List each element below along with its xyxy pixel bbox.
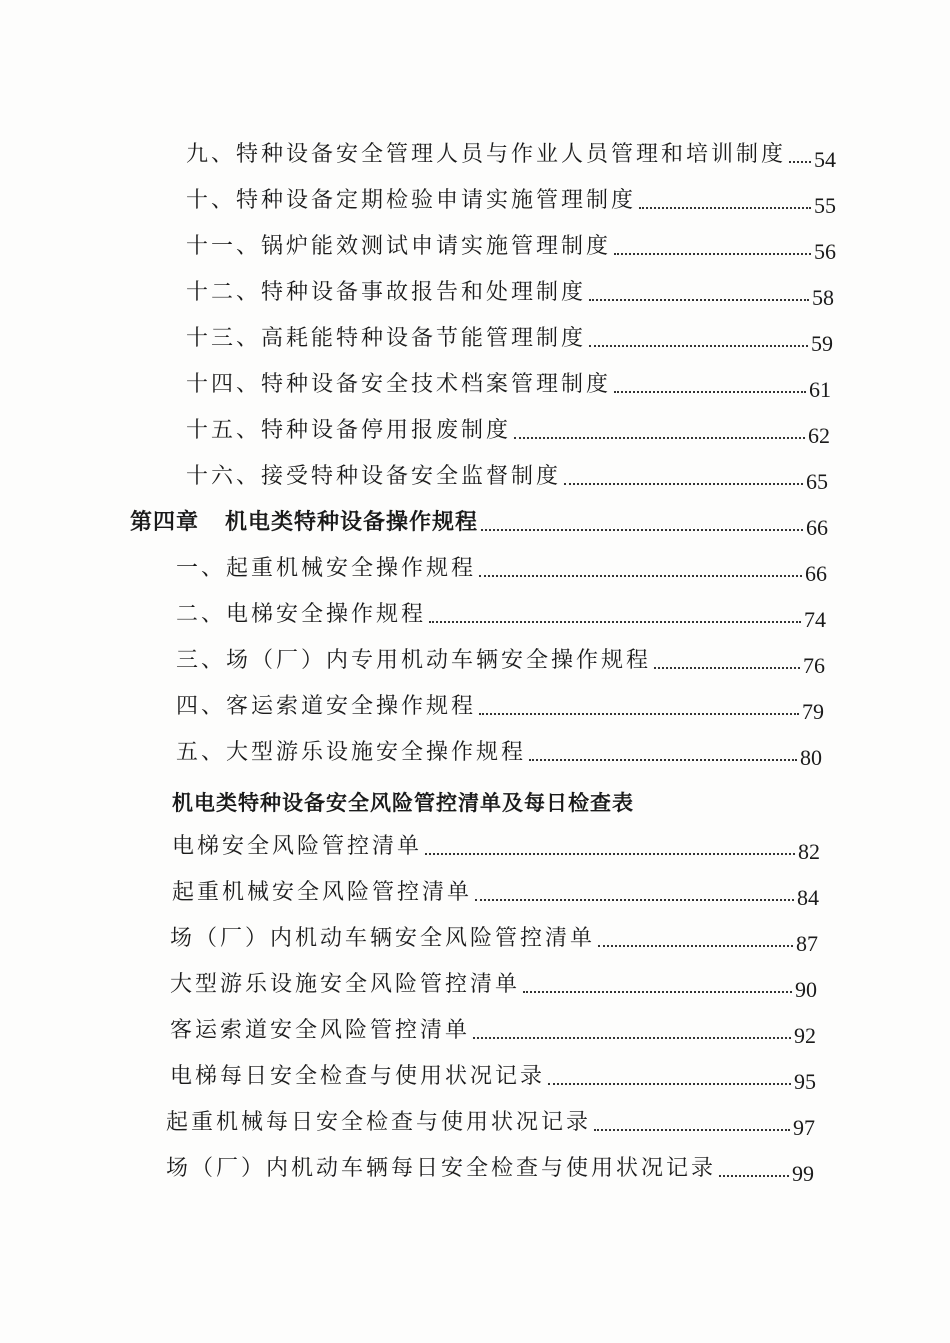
toc-entry[interactable] (186, 276, 834, 310)
toc-entry[interactable] (176, 736, 822, 770)
toc-entry[interactable] (186, 460, 828, 494)
toc-entry[interactable] (176, 552, 827, 586)
toc-entry[interactable] (170, 922, 818, 956)
toc-entry-page: 61 (809, 377, 831, 402)
toc-entry[interactable] (176, 644, 825, 678)
dot-leader (614, 253, 811, 255)
chapter-title (130, 506, 478, 540)
chapter-label: 第四章 (130, 510, 200, 535)
toc-entry[interactable] (166, 1152, 814, 1186)
toc-entry[interactable] (186, 414, 830, 448)
toc-entry-page: 95 (794, 1069, 816, 1094)
chapter-name: 机电类特种设备操作规程 (225, 510, 479, 535)
toc-entry-title: 客运索道安全风险管控清单 (170, 1018, 471, 1043)
toc-entry[interactable] (186, 230, 836, 264)
toc-entry-page: 66 (806, 515, 828, 540)
toc-entry-title: 一、起重机械安全操作规程 (176, 556, 477, 581)
toc-entry-title: 三、场（厂）内专用机动车辆安全操作规程 (176, 648, 652, 673)
toc-entry-page: 56 (814, 239, 836, 264)
toc-entry-page: 82 (798, 839, 820, 864)
toc-entry-page: 65 (806, 469, 828, 494)
toc-entry-page: 76 (803, 653, 825, 678)
toc-entry-title: 九、特种设备安全管理人员与作业人员管理和培训制度 (186, 142, 787, 167)
toc-entry-title: 大型游乐设施安全风险管控清单 (170, 972, 521, 997)
dot-leader (429, 621, 801, 623)
toc-entry-title: 起重机械安全风险管控清单 (172, 880, 473, 905)
dot-leader (614, 391, 806, 393)
toc-entry[interactable] (172, 830, 820, 864)
toc-entry-title: 电梯每日安全检查与使用状况记录 (170, 1064, 546, 1089)
dot-leader (598, 945, 793, 947)
toc-entry[interactable] (170, 1014, 816, 1048)
dot-leader (475, 899, 794, 901)
toc-entry[interactable] (186, 322, 833, 356)
dot-leader (473, 1037, 791, 1039)
toc-entry-page: 87 (796, 931, 818, 956)
toc-entry-page: 74 (804, 607, 826, 632)
toc-entry[interactable] (170, 1060, 816, 1094)
toc-entry-title: 四、客运索道安全操作规程 (176, 694, 477, 719)
toc-entry-page: 97 (793, 1115, 815, 1140)
dot-leader (529, 759, 797, 761)
toc-entry-title: 场（厂）内机动车辆安全风险管控清单 (170, 926, 596, 951)
toc-entry[interactable] (176, 690, 824, 724)
toc-entry-page: 59 (811, 331, 833, 356)
dot-leader (789, 161, 811, 163)
toc-entry-title: 十、特种设备定期检验申请实施管理制度 (186, 188, 637, 213)
appendix-heading: 机电类特种设备安全风险管控清单及每日检查表 (172, 791, 634, 815)
toc-entry-title: 十二、特种设备事故报告和处理制度 (186, 280, 587, 305)
dot-leader (481, 529, 803, 531)
toc-chapter-entry[interactable] (130, 506, 828, 540)
toc-entry-title: 十五、特种设备停用报废制度 (186, 418, 512, 443)
dot-leader (425, 853, 795, 855)
dot-leader (523, 991, 792, 993)
toc-entry-page: 66 (805, 561, 827, 586)
toc-entry-title: 二、电梯安全操作规程 (176, 602, 427, 627)
dot-leader (589, 345, 808, 347)
toc-entry[interactable] (186, 138, 836, 172)
toc-entry-page: 55 (814, 193, 836, 218)
toc-entry-title: 十三、高耗能特种设备节能管理制度 (186, 326, 587, 351)
toc-entry-page: 62 (808, 423, 830, 448)
dot-leader (479, 713, 799, 715)
dot-leader (589, 299, 809, 301)
dot-leader (564, 483, 803, 485)
dot-leader (719, 1175, 789, 1177)
toc-entry-page: 58 (812, 285, 834, 310)
toc-entry-title: 起重机械每日安全检查与使用状况记录 (166, 1110, 592, 1135)
toc-entry[interactable] (166, 1106, 815, 1140)
toc-entry-page: 80 (800, 745, 822, 770)
toc-entry-title: 十一、锅炉能效测试申请实施管理制度 (186, 234, 612, 259)
toc-entry[interactable] (172, 876, 819, 910)
toc-entry[interactable] (186, 368, 831, 402)
toc-entry-title: 电梯安全风险管控清单 (172, 834, 423, 859)
toc-entry-title: 十六、接受特种设备安全监督制度 (186, 464, 562, 489)
toc-entry-page: 54 (814, 147, 836, 172)
toc-entry-page: 99 (792, 1161, 814, 1186)
toc-entry-page: 90 (795, 977, 817, 1002)
toc-entry-page: 92 (794, 1023, 816, 1048)
toc-entry[interactable] (176, 598, 826, 632)
toc-entry[interactable] (186, 184, 836, 218)
toc-entry-title: 场（厂）内机动车辆每日安全检查与使用状况记录 (166, 1156, 717, 1181)
dot-leader (594, 1129, 790, 1131)
toc-entry-title: 十四、特种设备安全技术档案管理制度 (186, 372, 612, 397)
toc-entry-page: 79 (802, 699, 824, 724)
dot-leader (479, 575, 802, 577)
dot-leader (514, 437, 805, 439)
dot-leader (548, 1083, 791, 1085)
toc-entry-page: 84 (797, 885, 819, 910)
toc-entry[interactable] (170, 968, 817, 1002)
dot-leader (654, 667, 800, 669)
dot-leader (639, 207, 811, 209)
toc-entry-title: 五、大型游乐设施安全操作规程 (176, 740, 527, 765)
